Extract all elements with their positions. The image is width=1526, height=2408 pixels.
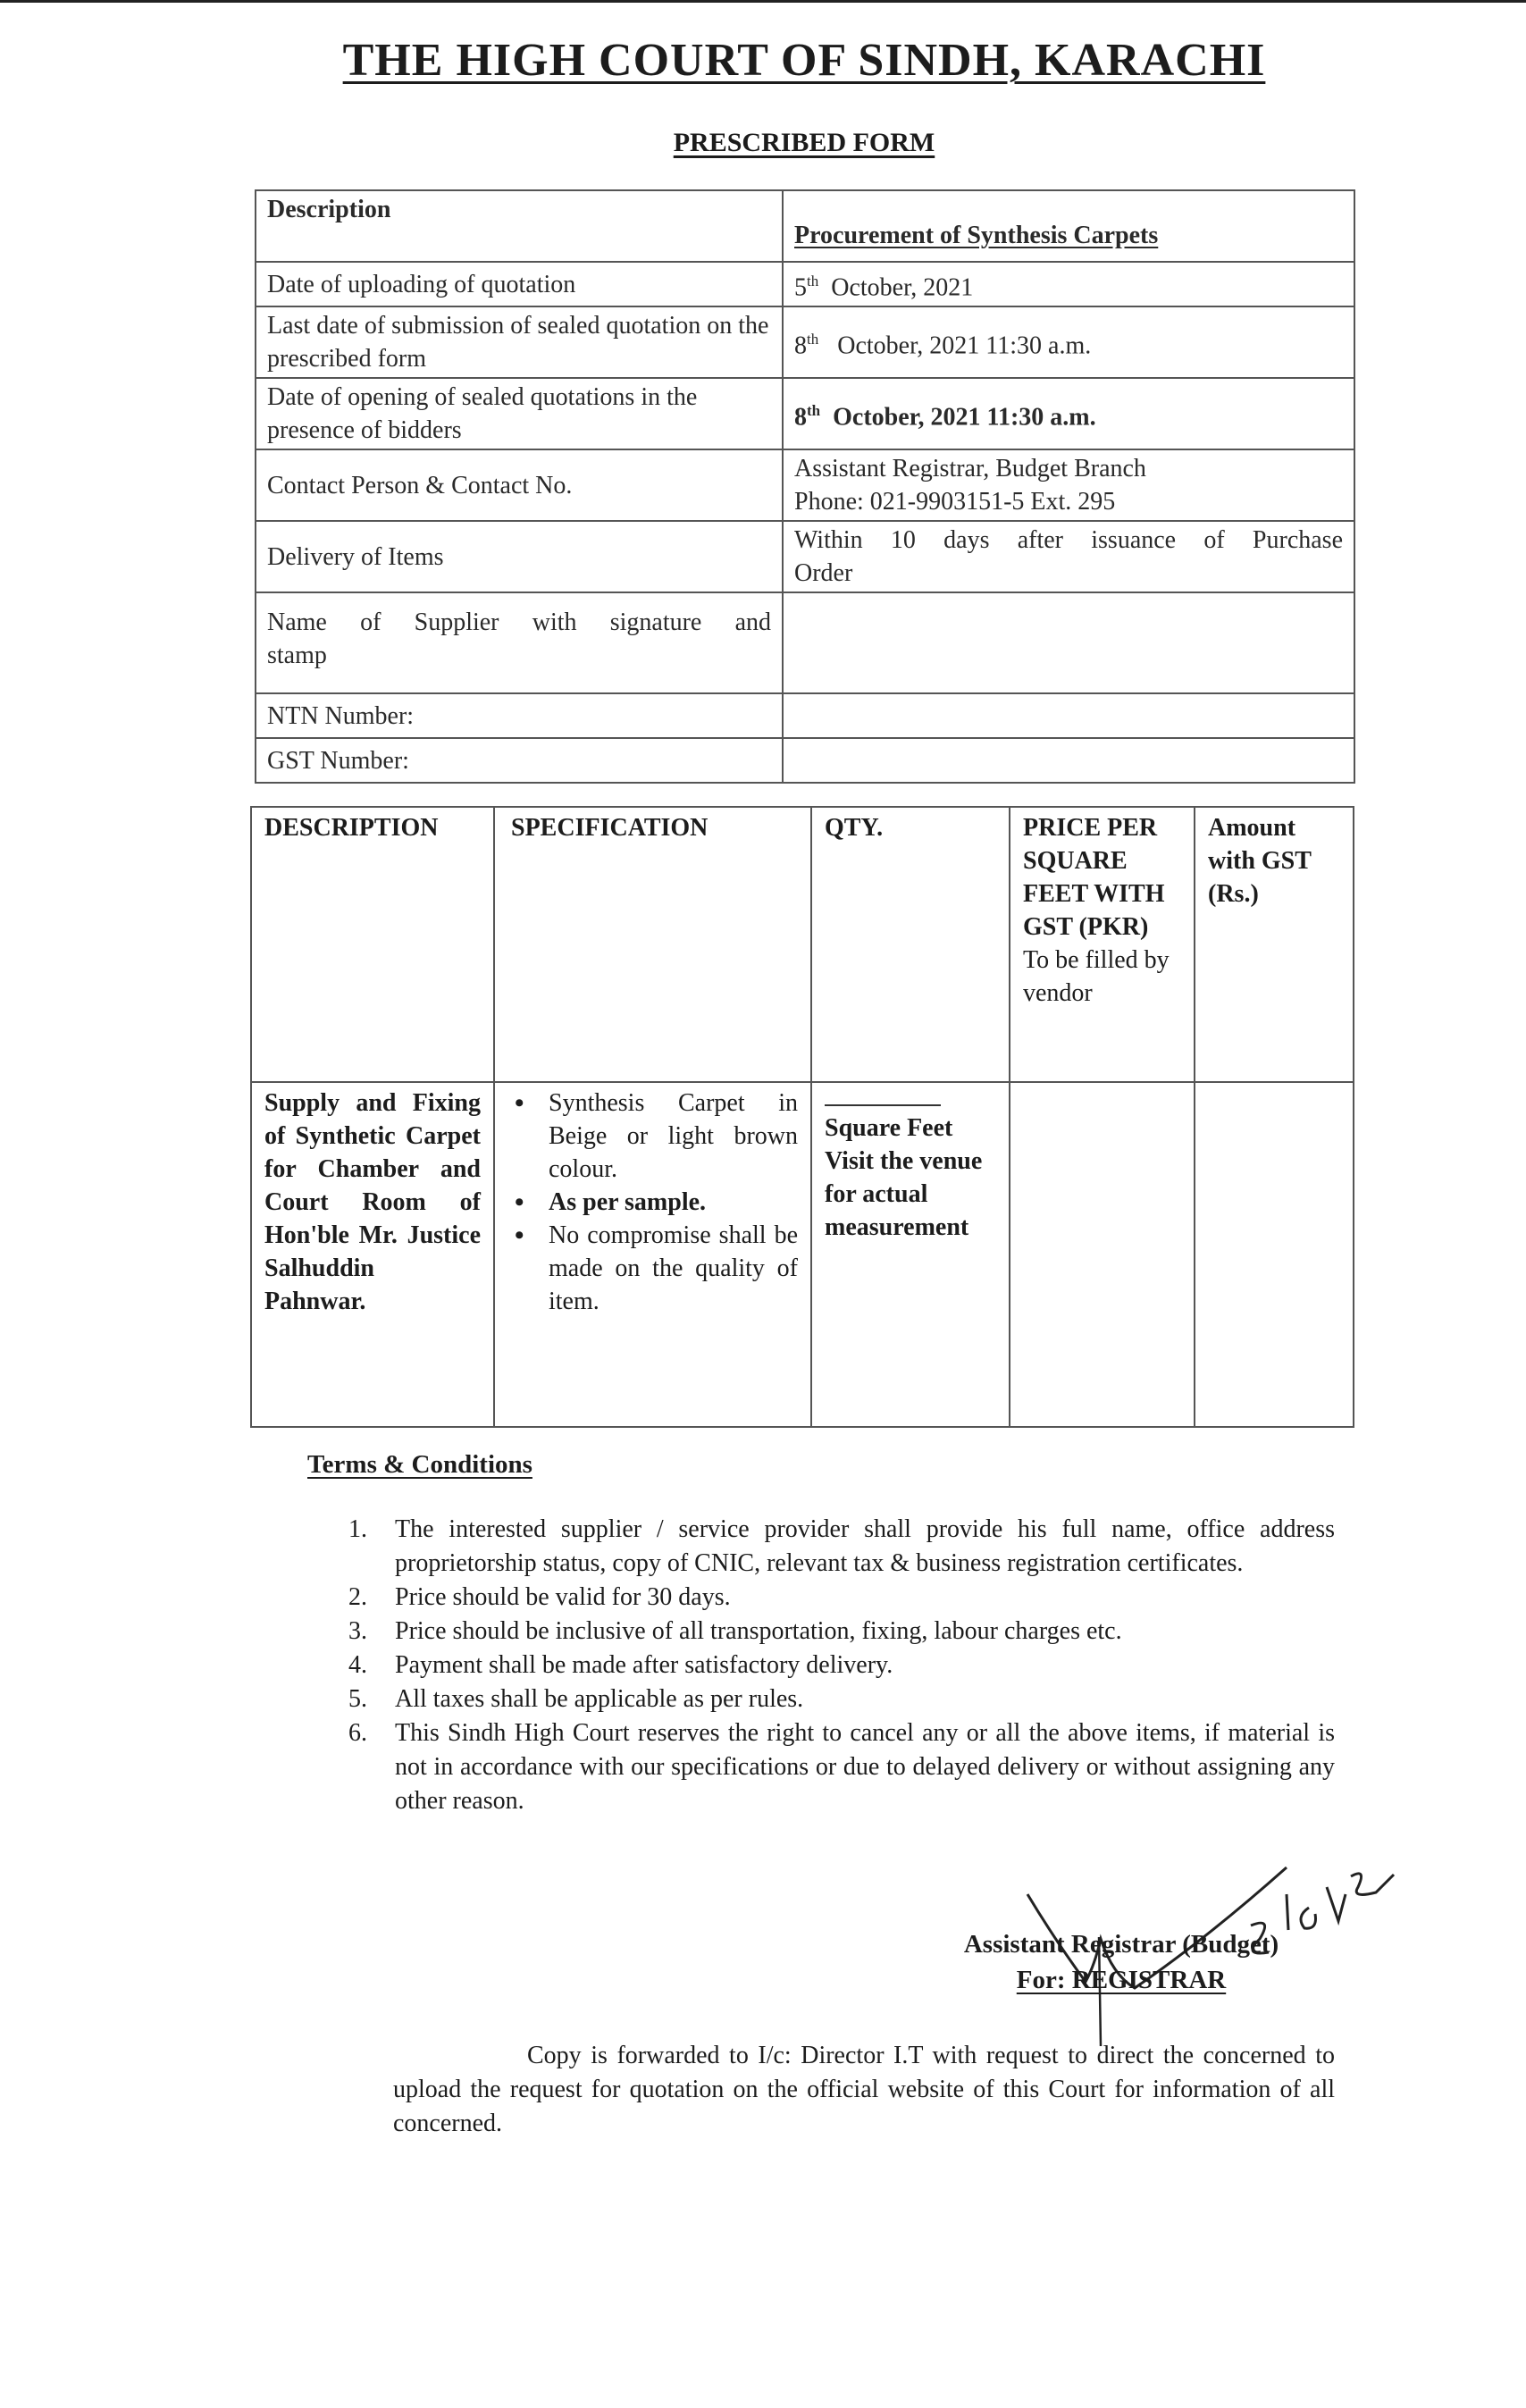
items-table [250, 806, 1354, 1428]
item-qty [811, 1082, 1010, 1427]
items-row [251, 1082, 1354, 1427]
supplier-value[interactable] [783, 592, 1354, 693]
delivery-label: Delivery of Items [256, 521, 783, 592]
info-row-upload-date [256, 262, 1354, 306]
item-description: Supply and Fixing of Synthetic Carpet for Chamber and Court Room of Hon'ble Mr. Justice Salhuddin Pahnwar. [251, 1082, 494, 1427]
qty-blank-line [825, 1104, 941, 1106]
info-row-opening-date [256, 378, 1354, 449]
spec-item: • Synthesis Carpet in Beige or light brown colour. [549, 1087, 798, 1186]
court-title: THE HIGH COURT OF SINDH, KARACHI [342, 35, 1266, 86]
terms-list [348, 1513, 1335, 1818]
term-item: 3. Price should be inclusive of all transportation, fixing, labour charges etc. [348, 1617, 1122, 1645]
term-item: 2. Price should be valid for 30 days. [348, 1583, 731, 1611]
info-row-submission-date [256, 306, 1354, 378]
spec-item: • As per sample. [549, 1186, 798, 1219]
contact-label: Contact Person & Contact No. [256, 449, 783, 521]
opening-date-value: 8th October, 2021 11:30 a.m. [783, 378, 1354, 449]
contact-line-2: Phone: 021-9903151-5 Ext. 295 [794, 488, 1116, 516]
info-row-contact [256, 449, 1354, 521]
submission-date-label: Last date of submission of sealed quotation on the prescribed form [256, 306, 783, 378]
info-row-ntn [256, 693, 1354, 738]
description-value: Procurement of Synthesis Carpets [783, 190, 1354, 262]
gst-label: GST Number: [256, 738, 783, 783]
top-border-line [0, 0, 1526, 3]
header-specification: SPECIFICATION [494, 807, 811, 1082]
ntn-label: NTN Number: [256, 693, 783, 738]
term-item: 5. All taxes shall be applicable as per rules. [348, 1685, 804, 1713]
opening-date-label: Date of opening of sealed quotations in the presence of bidders [256, 378, 783, 449]
description-label: Description [256, 190, 783, 262]
info-row-description [256, 190, 1354, 262]
header-price-note: To be filled by vendor [1023, 946, 1170, 1007]
qty-text: Square Feet Visit the venue for actual measurement [825, 1114, 983, 1241]
quotation-info-table [255, 189, 1355, 784]
signatory-title: Assistant Registrar (Budget) [963, 1930, 1279, 1959]
spec-list [531, 1087, 798, 1318]
item-price[interactable] [1010, 1082, 1195, 1427]
copy-forward-note: Copy is forwarded to I/c: Director I.T with request to direct the concerned to upload the request for quotation on the official website of this Court for information of all concerned. [393, 2042, 1335, 2137]
contact-value [783, 449, 1354, 521]
terms-heading: Terms & Conditions [307, 1450, 532, 1479]
ntn-value[interactable] [783, 693, 1354, 738]
header-description: DESCRIPTION [251, 807, 494, 1082]
delivery-value [783, 521, 1354, 592]
item-specification [494, 1082, 811, 1427]
term-item: 1. The interested supplier / service provider shall provide his full name, office address proprietorship status, copy of CNIC, relevant tax & business registration certificates. [348, 1515, 1335, 1577]
header-price [1010, 807, 1195, 1082]
signatory-for: For: REGISTRAR [1016, 1966, 1227, 1994]
upload-date-label: Date of uploading of quotation [256, 262, 783, 306]
form-subtitle: PRESCRIBED FORM [673, 128, 935, 157]
delivery-line-1: Within 10 days after issuance of Purchase [794, 526, 1343, 555]
term-item: 4. Payment shall be made after satisfactory delivery. [348, 1651, 893, 1679]
header-price-label: PRICE PER SQUARE FEET WITH GST (PKR) [1023, 814, 1165, 941]
supplier-label: Name of Supplier with signature and stamp [256, 592, 783, 693]
spec-item: • No compromise shall be made on the quality of item. [549, 1219, 798, 1318]
delivery-line-2: Order [794, 559, 853, 588]
contact-line-1: Assistant Registrar, Budget Branch [794, 455, 1146, 483]
gst-value[interactable] [783, 738, 1354, 783]
upload-date-value: 5th October, 2021 [783, 262, 1354, 306]
header-amount: Amount with GST (Rs.) [1195, 807, 1354, 1082]
item-amount[interactable] [1195, 1082, 1354, 1427]
info-row-delivery [256, 521, 1354, 592]
submission-date-value: 8th October, 2021 11:30 a.m. [783, 306, 1354, 378]
info-row-supplier [256, 592, 1354, 693]
term-item: 6. This Sindh High Court reserves the right to cancel any or all the above items, if material is not in accordance with our specifications or due to delayed delivery or without assigning any other reason. [348, 1719, 1335, 1815]
items-header-row [251, 807, 1354, 1082]
header-qty: QTY. [811, 807, 1010, 1082]
info-row-gst [256, 738, 1354, 783]
